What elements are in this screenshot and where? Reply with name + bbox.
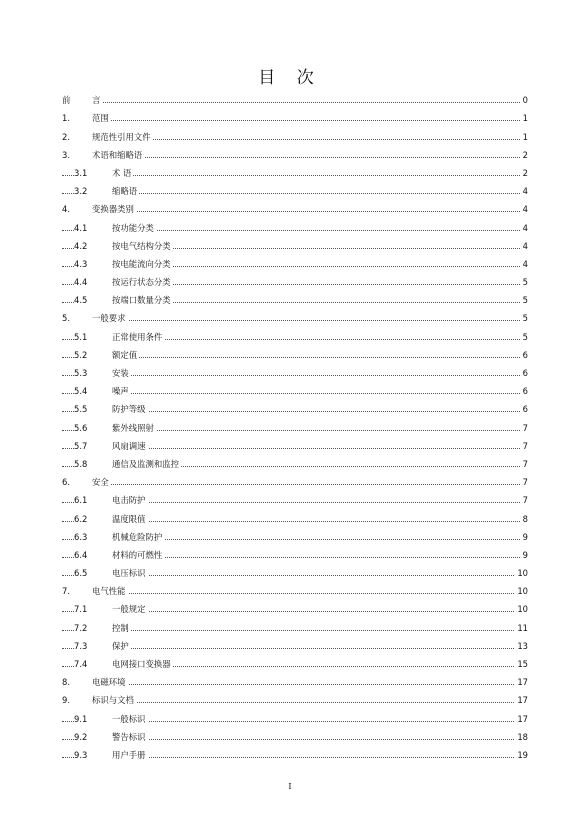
toc-entry-number: 7.2 <box>74 623 112 633</box>
toc-entry-label: 按功能分类 <box>112 222 154 233</box>
toc-entry-page: 5 <box>522 313 528 324</box>
toc-entry-page: 5 <box>522 277 528 288</box>
toc-entry-page: 1 <box>522 131 528 142</box>
toc-entry-label: 紫外线照射 <box>112 422 154 433</box>
toc-entry-label: 术语和缩略语 <box>92 149 143 160</box>
toc-entry-label: 按电能流向分类 <box>112 258 171 269</box>
toc-entry-page: 4 <box>522 204 528 215</box>
toc-entry[interactable] <box>62 685 528 706</box>
toc-entry-page: 11 <box>517 622 528 633</box>
toc-entry-number: 5.4 <box>74 386 112 396</box>
toc-entry-number: 6.5 <box>74 568 112 578</box>
toc-entry-number: 4.1 <box>74 223 112 233</box>
toc-entry[interactable] <box>62 431 528 449</box>
toc-entry-page: 17 <box>517 713 528 724</box>
toc-entry-page: 7 <box>522 440 528 451</box>
toc-entry-number: 5.2 <box>74 350 112 360</box>
toc-entry[interactable] <box>62 140 528 158</box>
toc-entry-number: 7. <box>62 586 92 596</box>
toc-entry-number: 5.3 <box>74 368 112 378</box>
toc-entry-page: 0 <box>522 95 528 106</box>
toc-entry-page: 5 <box>522 295 528 306</box>
toc-entry[interactable] <box>62 540 528 558</box>
toc-entry[interactable] <box>62 631 528 649</box>
toc-entry-label: 警告标识 <box>112 731 146 742</box>
toc-entry[interactable] <box>62 121 528 142</box>
toc-entry-number: 5.6 <box>74 423 112 433</box>
toc-entry-label: 机械危险防护 <box>112 531 163 542</box>
toc-entry-number: 6.4 <box>74 550 112 560</box>
toc-entry-page: 9 <box>522 531 528 542</box>
toc-entry-page: 17 <box>517 677 528 688</box>
toc-entry-label: 变换器类别 <box>92 204 134 215</box>
toc-entry-number: 7.3 <box>74 641 112 651</box>
toc-entry-page: 6 <box>522 368 528 378</box>
page-number-footer: I <box>288 782 292 791</box>
toc-entry-page: 7 <box>522 495 528 506</box>
toc-entry-label: 防护等级 <box>112 404 146 415</box>
toc-entry-page: 6 <box>522 349 528 360</box>
toc-entry[interactable] <box>62 503 528 524</box>
toc-entry-number: 9.1 <box>74 714 112 724</box>
toc-entry-number: 8. <box>62 677 92 687</box>
toc-entry-label: 电网接口变换器 <box>112 659 171 669</box>
toc-entry-label: 缩略语 <box>112 186 138 197</box>
toc-entry-number: 1. <box>62 113 92 123</box>
toc-entry-label: 温度限值 <box>112 513 146 524</box>
toc-entry[interactable] <box>62 358 528 376</box>
toc-entry-label: 一般标识 <box>112 713 146 724</box>
toc-entry-number: 4.4 <box>74 277 112 287</box>
toc-entry-label: 标识与文档 <box>92 695 134 706</box>
toc-entry-label: 一般要求 <box>92 313 126 324</box>
toc-entry-page: 4 <box>522 240 528 251</box>
toc-entry-number: 9. <box>62 695 92 705</box>
toc-entry-number: 5.8 <box>74 459 112 469</box>
toc-entry-label: 范围 <box>92 113 109 124</box>
toc-entry-label: 电气性能 <box>92 586 126 597</box>
toc-entry-number: 5.5 <box>74 404 112 414</box>
toc-entry-number: 4.3 <box>74 259 112 269</box>
toc-entry-label: 安全 <box>92 477 109 488</box>
toc-entry-page: 6 <box>522 404 528 415</box>
toc-entry[interactable] <box>62 722 528 740</box>
toc-entry-number: 9.2 <box>74 732 112 742</box>
toc-entry-number: 3. <box>62 150 92 160</box>
toc-entry-number: 5.7 <box>74 441 112 451</box>
toc-entry-page: 7 <box>522 458 528 469</box>
toc-entry[interactable] <box>62 612 528 633</box>
toc-entry[interactable] <box>62 285 528 306</box>
toc-entry-number: 5. <box>62 313 92 323</box>
toc-entry[interactable] <box>62 103 528 124</box>
toc-entry-page: 8 <box>522 513 528 524</box>
toc-entry-label: 术 语 <box>112 167 132 178</box>
toc-entry-number: 4. <box>62 204 92 214</box>
toc-entry-page: 4 <box>522 222 528 233</box>
toc-entry-label: 规范性引用文件 <box>92 131 151 142</box>
toc-entry-label: 按电气结构分类 <box>112 240 171 251</box>
toc-entry-number: 6. <box>62 477 92 487</box>
toc-entry[interactable] <box>62 212 528 233</box>
toc-entry[interactable] <box>62 158 528 176</box>
toc-entry-page: 6 <box>522 386 528 397</box>
toc-entry-number: 前 <box>62 95 92 105</box>
toc-entry-label: 电磁环境 <box>92 677 126 688</box>
toc-entry-label: 电压标识 <box>112 568 146 579</box>
toc-entry-page: 10 <box>517 604 528 615</box>
toc-entry[interactable] <box>62 522 528 540</box>
toc-entry-label: 风扇调速 <box>112 440 146 451</box>
toc-entry-page: 18 <box>517 731 528 742</box>
toc-entry-label: 噪声 <box>112 386 129 397</box>
toc-entry[interactable] <box>62 594 528 615</box>
toc-entry-page: 13 <box>517 640 528 651</box>
toc-entry-page: 2 <box>522 149 528 160</box>
toc-entry-label: 按运行状态分类 <box>112 277 171 288</box>
toc-entry-label: 保护 <box>112 640 129 651</box>
page-title: 目 次 <box>258 68 322 88</box>
toc-entry[interactable] <box>62 321 528 342</box>
toc-entry[interactable] <box>62 394 528 415</box>
toc-entry-number: 3.2 <box>74 186 112 196</box>
toc-entry-number: 6.1 <box>74 495 112 505</box>
toc-entry[interactable] <box>62 340 528 358</box>
toc-entry-number: 5.1 <box>74 332 112 342</box>
toc-entry-page: 2 <box>522 167 528 178</box>
toc-entry[interactable] <box>62 194 528 215</box>
toc-entry[interactable] <box>62 667 528 688</box>
toc-entry-number: 7.4 <box>74 659 112 669</box>
toc-entry-page: 10 <box>517 568 528 579</box>
toc-entry[interactable] <box>62 231 528 249</box>
toc-entry[interactable] <box>62 649 528 667</box>
toc-entry[interactable] <box>62 558 528 579</box>
toc-entry-label: 一般规定 <box>112 604 146 615</box>
toc-entry-page: 5 <box>522 331 528 342</box>
toc-entry[interactable] <box>62 176 528 197</box>
toc-entry-page: 4 <box>522 258 528 269</box>
toc-entry[interactable] <box>62 85 528 106</box>
toc-entry-page: 4 <box>522 186 528 197</box>
toc-entry-label: 正常使用条件 <box>112 331 163 342</box>
toc-entry[interactable] <box>62 303 528 324</box>
toc-entry[interactable] <box>62 740 528 758</box>
toc-entry[interactable] <box>62 703 528 724</box>
toc-entry-label: 按端口数量分类 <box>112 295 171 306</box>
toc-entry[interactable] <box>62 485 528 506</box>
toc-entry-number: 7.1 <box>74 604 112 614</box>
toc-entry-label: 用户手册 <box>112 749 146 760</box>
table-of-contents <box>62 85 528 758</box>
toc-entry[interactable] <box>62 249 528 267</box>
toc-entry-number: 4.5 <box>74 295 112 305</box>
toc-entry-label: 材料的可燃性 <box>112 549 163 560</box>
toc-entry-page: 17 <box>517 695 528 706</box>
toc-entry-page: 7 <box>522 422 528 433</box>
toc-entry[interactable] <box>62 449 528 467</box>
toc-entry-page: 9 <box>522 549 528 560</box>
toc-entry-label: 控制 <box>112 622 129 633</box>
toc-entry-label: 言 <box>92 95 101 106</box>
toc-entry-page: 7 <box>522 477 528 488</box>
toc-entry-page: 19 <box>517 749 528 760</box>
toc-entry-number: 3.1 <box>74 168 112 178</box>
toc-entry-label: 电击防护 <box>112 495 146 506</box>
toc-entry-label: 额定值 <box>112 349 138 360</box>
toc-entry[interactable] <box>62 412 528 433</box>
toc-entry-number: 4.2 <box>74 241 112 251</box>
toc-entry[interactable] <box>62 576 528 597</box>
toc-entry[interactable] <box>62 267 528 288</box>
toc-entry-page: 10 <box>517 586 528 597</box>
toc-entry-number: 9.3 <box>74 750 112 760</box>
toc-entry-number: 6.3 <box>74 532 112 542</box>
toc-entry-number: 6.2 <box>74 514 112 524</box>
toc-entry-page: 1 <box>522 113 528 124</box>
toc-entry[interactable] <box>62 467 528 488</box>
toc-entry-number: 2. <box>62 132 92 142</box>
toc-entry-page: 15 <box>517 659 528 669</box>
toc-entry-label: 安装 <box>112 368 129 378</box>
toc-entry[interactable] <box>62 376 528 397</box>
toc-entry-label: 通信及监测和监控 <box>112 458 179 469</box>
